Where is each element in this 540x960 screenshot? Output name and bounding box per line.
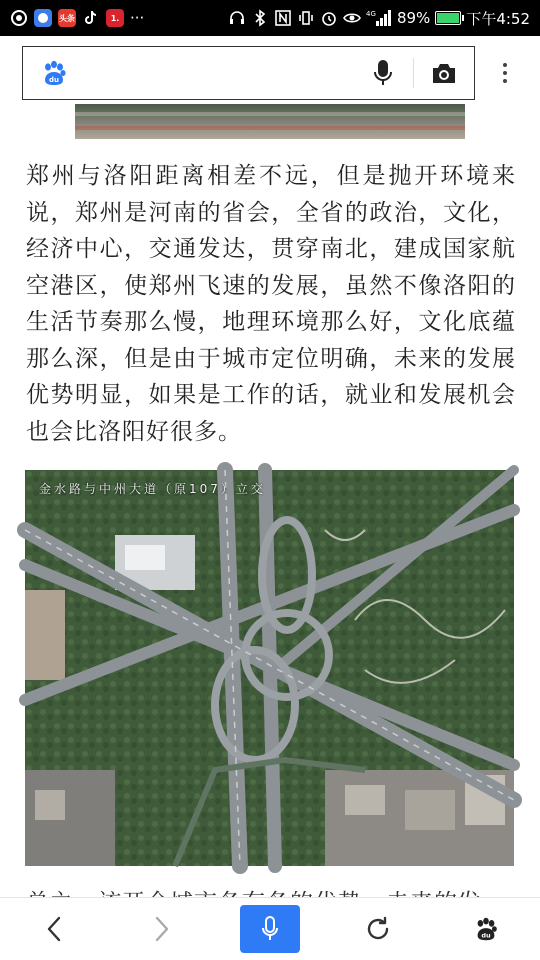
search-bar[interactable] [22, 46, 475, 100]
refresh-icon [364, 915, 392, 943]
interchange-illustration [25, 470, 514, 866]
more-vertical-icon [503, 63, 507, 67]
microphone-icon [373, 59, 393, 87]
home-button[interactable] [432, 898, 540, 960]
tiktok-icon [82, 9, 100, 27]
baidu-paw-icon[interactable] [39, 58, 69, 88]
headphone-icon [228, 9, 246, 27]
back-button[interactable] [0, 898, 108, 960]
forward-arrow-icon [152, 915, 172, 943]
app-circle-icon [10, 9, 28, 27]
voice-assistant-item[interactable] [216, 898, 324, 960]
bluetooth-icon [251, 9, 269, 27]
status-time: 下午4:52 [466, 9, 530, 28]
baidu-paw-icon [472, 915, 500, 943]
camera-icon [431, 62, 457, 84]
toutiao-icon: 头条 [58, 9, 76, 27]
search-input[interactable] [69, 47, 353, 99]
svg-text:du: du [49, 76, 59, 84]
eye-icon [343, 9, 361, 27]
svg-text:4G: 4G [365, 10, 376, 18]
image-caption: 金水路与中州大道（原107）立交 [39, 482, 266, 496]
status-bar [0, 0, 540, 36]
news-badge-icon: 1. [106, 9, 124, 27]
battery-icon [435, 11, 461, 25]
back-arrow-icon [44, 915, 64, 943]
article-image-top [75, 104, 465, 139]
status-right [228, 8, 530, 29]
nfc-icon [274, 9, 292, 27]
forward-button[interactable] [108, 898, 216, 960]
battery-percent: 89% [396, 9, 431, 27]
refresh-button[interactable] [324, 898, 432, 960]
more-menu-button[interactable] [490, 58, 520, 88]
next-paragraph [26, 885, 516, 897]
svg-text:du: du [481, 931, 491, 940]
voice-button[interactable] [240, 905, 300, 953]
article-paragraph: 郑州与洛阳距离相差不远，但是抛开环境来说，郑州是河南的省会，全省的政治，文化，经济中心，交通发达，贯穿南北，建成国家航空港区，使郑州飞速的发展，虽然不像洛阳的生活节奏那么慢，地理环境那么好，文化底蕴那么深，但是由于城市定位明确，未来的发展优势明显，如果是工作的话，就业和发展机会也会比洛阳好很多。 [26, 163, 516, 445]
app-blue-icon [34, 9, 52, 27]
status-left [10, 9, 144, 27]
voice-search-button[interactable] [353, 46, 413, 100]
image-search-button[interactable] [414, 46, 474, 100]
alarm-icon [320, 9, 338, 27]
signal-icon [366, 9, 392, 27]
aerial-interchange-image [25, 470, 514, 866]
bottom-navigation [0, 897, 540, 960]
vibrate-icon [297, 9, 315, 27]
more-notifications: ··· [130, 9, 145, 27]
microphone-icon [261, 916, 279, 942]
